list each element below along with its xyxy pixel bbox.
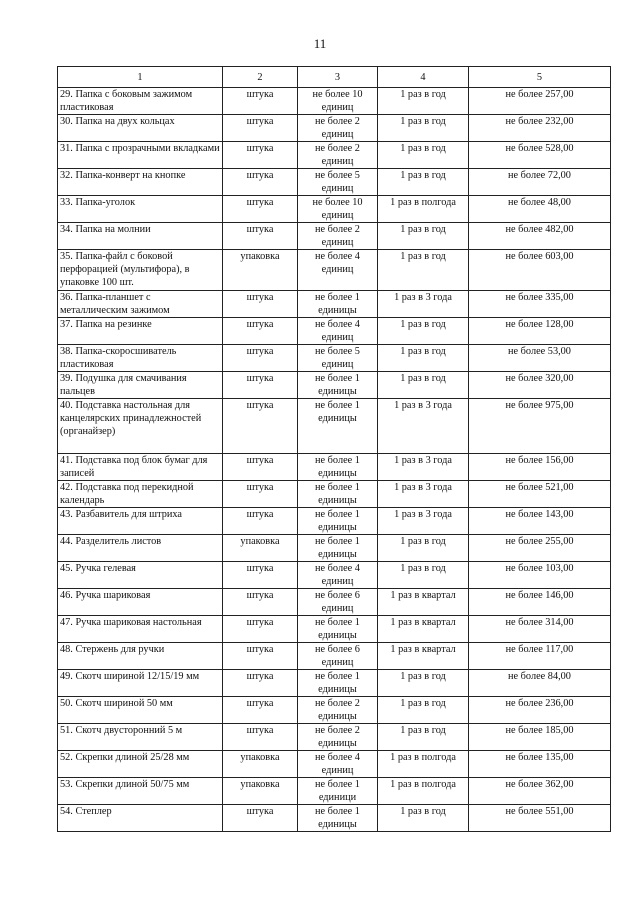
quantity-cell: не более 2 единиц — [298, 142, 378, 169]
price-cell: не более 975,00 — [469, 399, 611, 454]
price-cell: не более 528,00 — [469, 142, 611, 169]
item-name-cell: 36. Папка-планшет с металлическим зажимом — [58, 291, 223, 318]
period-cell: 1 раз в квартал — [378, 589, 469, 616]
period-cell: 1 раз в год — [378, 697, 469, 724]
price-cell: не более 185,00 — [469, 724, 611, 751]
table-row — [58, 616, 611, 643]
table-row — [58, 508, 611, 535]
supplies-norms-table — [57, 66, 611, 832]
period-cell: 1 раз в квартал — [378, 616, 469, 643]
period-cell: 1 раз в год — [378, 805, 469, 832]
table-body — [58, 88, 611, 832]
price-cell: не более 72,00 — [469, 169, 611, 196]
table-row — [58, 454, 611, 481]
period-cell: 1 раз в 3 года — [378, 508, 469, 535]
column-header: 2 — [223, 67, 298, 88]
table-row — [58, 318, 611, 345]
price-cell: не более 53,00 — [469, 345, 611, 372]
unit-cell: штука — [223, 223, 298, 250]
period-cell: 1 раз в год — [378, 88, 469, 115]
period-cell: 1 раз в год — [378, 318, 469, 345]
column-header: 3 — [298, 67, 378, 88]
period-cell: 1 раз в 3 года — [378, 454, 469, 481]
price-cell: не более 236,00 — [469, 697, 611, 724]
period-cell: 1 раз в год — [378, 250, 469, 291]
item-name-cell: 53. Скрепки длиной 50/75 мм — [58, 778, 223, 805]
item-name-cell: 45. Ручка гелевая — [58, 562, 223, 589]
unit-cell: упаковка — [223, 250, 298, 291]
unit-cell: штука — [223, 291, 298, 318]
unit-cell: штука — [223, 643, 298, 670]
item-name-cell: 51. Скотч двусторонний 5 м — [58, 724, 223, 751]
unit-cell: штука — [223, 481, 298, 508]
quantity-cell: не более 1 единицы — [298, 616, 378, 643]
unit-cell: упаковка — [223, 751, 298, 778]
quantity-cell: не более 5 единиц — [298, 169, 378, 196]
item-name-cell: 44. Разделитель листов — [58, 535, 223, 562]
unit-cell: штука — [223, 196, 298, 223]
item-name-cell: 52. Скрепки длиной 25/28 мм — [58, 751, 223, 778]
period-cell: 1 раз в год — [378, 562, 469, 589]
table-row — [58, 250, 611, 291]
quantity-cell: не более 10 единиц — [298, 196, 378, 223]
item-name-cell: 37. Папка на резинке — [58, 318, 223, 345]
item-name-cell: 40. Подставка настольная для канцелярских принадлежностей (органайзер) — [58, 399, 223, 454]
quantity-cell: не более 1 единицы — [298, 508, 378, 535]
quantity-cell: не более 4 единиц — [298, 318, 378, 345]
unit-cell: штука — [223, 169, 298, 196]
item-name-cell: 30. Папка на двух кольцах — [58, 115, 223, 142]
item-name-cell: 29. Папка с боковым зажимом пластиковая — [58, 88, 223, 115]
unit-cell: штука — [223, 318, 298, 345]
column-header: 1 — [58, 67, 223, 88]
period-cell: 1 раз в год — [378, 724, 469, 751]
quantity-cell: не более 2 единиц — [298, 115, 378, 142]
quantity-cell: не более 5 единиц — [298, 345, 378, 372]
quantity-cell: не более 6 единиц — [298, 643, 378, 670]
unit-cell: штука — [223, 616, 298, 643]
unit-cell: штука — [223, 697, 298, 724]
unit-cell: штука — [223, 88, 298, 115]
page-number: 11 — [313, 36, 327, 51]
unit-cell: штука — [223, 454, 298, 481]
table-row — [58, 169, 611, 196]
quantity-cell: не более 1 единицы — [298, 481, 378, 508]
quantity-cell: не более 1 единицы — [298, 670, 378, 697]
unit-cell: штука — [223, 115, 298, 142]
period-cell: 1 раз в полгода — [378, 778, 469, 805]
unit-cell: упаковка — [223, 535, 298, 562]
item-name-cell: 35. Папка-файл с боковой перфорацией (мультифора), в упаковке 100 шт. — [58, 250, 223, 291]
table-row — [58, 291, 611, 318]
price-cell: не более 335,00 — [469, 291, 611, 318]
item-name-cell: 31. Папка с прозрачными вкладками — [58, 142, 223, 169]
quantity-cell: не более 4 единиц — [298, 562, 378, 589]
price-cell: не более 135,00 — [469, 751, 611, 778]
item-name-cell: 46. Ручка шариковая — [58, 589, 223, 616]
price-cell: не более 603,00 — [469, 250, 611, 291]
table-row — [58, 481, 611, 508]
unit-cell: упаковка — [223, 778, 298, 805]
item-name-cell: 38. Папка-скоросшиватель пластиковая — [58, 345, 223, 372]
table-row — [58, 589, 611, 616]
column-header: 5 — [469, 67, 611, 88]
table-header-row — [58, 67, 611, 88]
unit-cell: штука — [223, 372, 298, 399]
unit-cell: штука — [223, 508, 298, 535]
price-cell: не более 156,00 — [469, 454, 611, 481]
quantity-cell: не более 1 единицы — [298, 805, 378, 832]
period-cell: 1 раз в 3 года — [378, 481, 469, 508]
period-cell: 1 раз в год — [378, 142, 469, 169]
item-name-cell: 34. Папка на молнии — [58, 223, 223, 250]
price-cell: не более 320,00 — [469, 372, 611, 399]
item-name-cell: 32. Папка-конверт на кнопке — [58, 169, 223, 196]
quantity-cell: не более 1 единици — [298, 778, 378, 805]
unit-cell: штука — [223, 345, 298, 372]
quantity-cell: не более 2 единицы — [298, 724, 378, 751]
price-cell: не более 314,00 — [469, 616, 611, 643]
table-row — [58, 778, 611, 805]
item-name-cell: 42. Подставка под перекидной календарь — [58, 481, 223, 508]
table-row — [58, 88, 611, 115]
period-cell: 1 раз в полгода — [378, 196, 469, 223]
quantity-cell: не более 4 единиц — [298, 250, 378, 291]
quantity-cell: не более 6 единиц — [298, 589, 378, 616]
unit-cell: штука — [223, 670, 298, 697]
item-name-cell: 39. Подушка для смачивания пальцев — [58, 372, 223, 399]
period-cell: 1 раз в полгода — [378, 751, 469, 778]
price-cell: не более 117,00 — [469, 643, 611, 670]
table-row — [58, 670, 611, 697]
table-row — [58, 643, 611, 670]
period-cell: 1 раз в 3 года — [378, 399, 469, 454]
price-cell: не более 232,00 — [469, 115, 611, 142]
period-cell: 1 раз в 3 года — [378, 291, 469, 318]
quantity-cell: не более 1 единицы — [298, 535, 378, 562]
quantity-cell: не более 1 единицы — [298, 372, 378, 399]
table-row — [58, 724, 611, 751]
unit-cell: штука — [223, 589, 298, 616]
item-name-cell: 48. Стержень для ручки — [58, 643, 223, 670]
item-name-cell: 43. Разбавитель для штриха — [58, 508, 223, 535]
price-cell: не более 128,00 — [469, 318, 611, 345]
price-cell: не более 362,00 — [469, 778, 611, 805]
quantity-cell: не более 10 единиц — [298, 88, 378, 115]
item-name-cell: 41. Подставка под блок бумаг для записей — [58, 454, 223, 481]
price-cell: не более 551,00 — [469, 805, 611, 832]
item-name-cell: 49. Скотч шириной 12/15/19 мм — [58, 670, 223, 697]
price-cell: не более 103,00 — [469, 562, 611, 589]
price-cell: не более 143,00 — [469, 508, 611, 535]
table-row — [58, 562, 611, 589]
table-row — [58, 805, 611, 832]
column-header: 4 — [378, 67, 469, 88]
unit-cell: штука — [223, 399, 298, 454]
unit-cell: штука — [223, 142, 298, 169]
period-cell: 1 раз в год — [378, 535, 469, 562]
price-cell: не более 257,00 — [469, 88, 611, 115]
table-row — [58, 399, 611, 454]
quantity-cell: не более 2 единиц — [298, 223, 378, 250]
item-name-cell: 54. Степлер — [58, 805, 223, 832]
price-cell: не более 521,00 — [469, 481, 611, 508]
table-row — [58, 223, 611, 250]
period-cell: 1 раз в год — [378, 345, 469, 372]
quantity-cell: не более 1 единицы — [298, 454, 378, 481]
table-row — [58, 372, 611, 399]
table-row — [58, 196, 611, 223]
quantity-cell: не более 1 единицы — [298, 291, 378, 318]
period-cell: 1 раз в год — [378, 169, 469, 196]
item-name-cell: 47. Ручка шариковая настольная — [58, 616, 223, 643]
period-cell: 1 раз в квартал — [378, 643, 469, 670]
table-row — [58, 697, 611, 724]
price-cell: не более 255,00 — [469, 535, 611, 562]
quantity-cell: не более 2 единицы — [298, 697, 378, 724]
price-cell: не более 482,00 — [469, 223, 611, 250]
quantity-cell: не более 4 единиц — [298, 751, 378, 778]
period-cell: 1 раз в год — [378, 670, 469, 697]
table-row — [58, 142, 611, 169]
item-name-cell: 33. Папка-уголок — [58, 196, 223, 223]
table-row — [58, 345, 611, 372]
table-row — [58, 751, 611, 778]
period-cell: 1 раз в год — [378, 372, 469, 399]
table-row — [58, 115, 611, 142]
period-cell: 1 раз в год — [378, 115, 469, 142]
table-row — [58, 535, 611, 562]
unit-cell: штука — [223, 562, 298, 589]
period-cell: 1 раз в год — [378, 223, 469, 250]
price-cell: не более 48,00 — [469, 196, 611, 223]
item-name-cell: 50. Скотч шириной 50 мм — [58, 697, 223, 724]
price-cell: не более 84,00 — [469, 670, 611, 697]
unit-cell: штука — [223, 724, 298, 751]
quantity-cell: не более 1 единицы — [298, 399, 378, 454]
price-cell: не более 146,00 — [469, 589, 611, 616]
unit-cell: штука — [223, 805, 298, 832]
